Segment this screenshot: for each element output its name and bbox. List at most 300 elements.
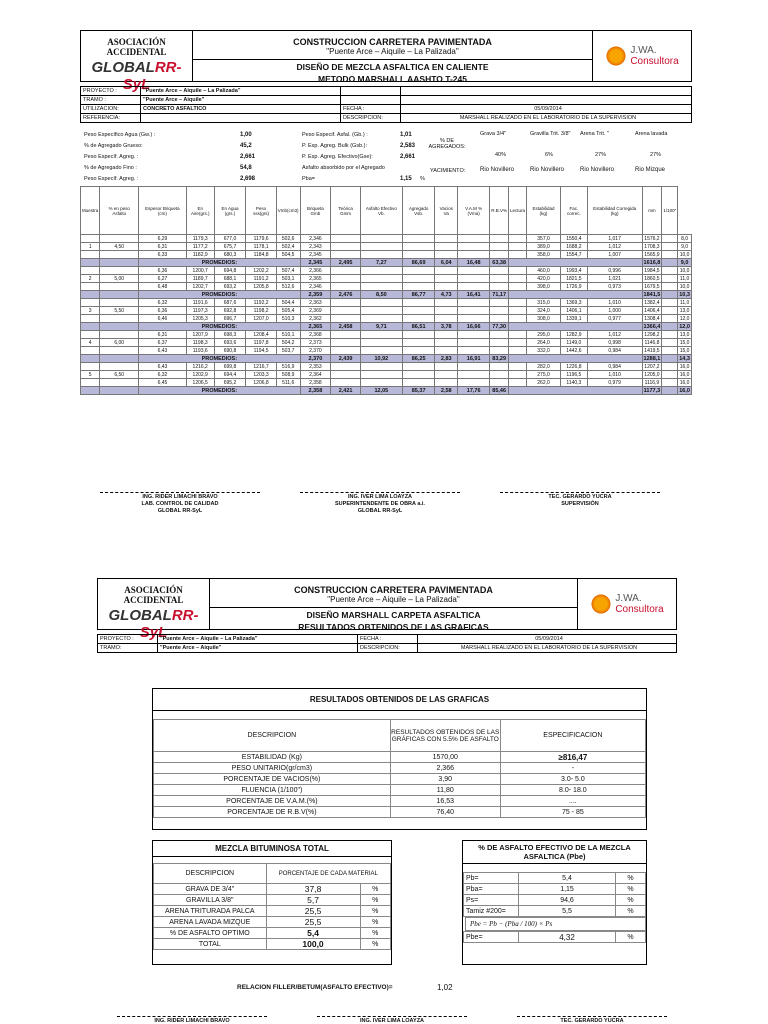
results-cell: 16,53 bbox=[390, 796, 500, 807]
data-cell bbox=[509, 235, 527, 243]
signature-text: ING. IVER LIMA LOAYZA bbox=[359, 1018, 425, 1024]
data-cell bbox=[490, 331, 509, 339]
results-box bbox=[152, 688, 647, 830]
prom-value: 16,91 bbox=[458, 355, 490, 363]
data-cell: 693,2 bbox=[214, 283, 246, 291]
data-cell bbox=[458, 347, 490, 355]
data-cell bbox=[435, 347, 458, 355]
data-cell bbox=[458, 235, 490, 243]
pbe-final-label: Pbe= bbox=[464, 932, 519, 943]
data-cell: 2,373 bbox=[300, 339, 331, 347]
results-cell: PESO UNITARIO(gr/cm3) bbox=[154, 763, 391, 774]
results-cell: FLUENCIA (1/100") bbox=[154, 785, 391, 796]
prom-value: 10,3 bbox=[679, 291, 690, 298]
data-cell: 1191,2 bbox=[246, 275, 276, 283]
pbe-unit: % bbox=[616, 895, 646, 906]
signature-block bbox=[117, 1016, 267, 1024]
data-cell: 1192,2 bbox=[246, 299, 276, 307]
prom-value: 7,27 bbox=[360, 259, 402, 267]
consultant-label: Consultora bbox=[630, 56, 679, 67]
data-cell bbox=[490, 347, 509, 355]
data-cell: 6,37 bbox=[139, 339, 187, 347]
data-cell: 2,345 bbox=[300, 251, 331, 259]
prom-empty bbox=[81, 259, 100, 267]
sample-number bbox=[81, 299, 100, 307]
data-cell bbox=[402, 363, 435, 371]
prom-value: 85,37 bbox=[402, 387, 435, 395]
data-cell bbox=[458, 331, 490, 339]
data-cell: 2,358 bbox=[300, 379, 331, 387]
data-cell: 6,32 bbox=[139, 299, 187, 307]
prom-value: 2,358 bbox=[300, 387, 331, 395]
prom-label: PROMEDIOS: bbox=[139, 387, 300, 395]
prom-empty bbox=[81, 387, 100, 395]
data-cell bbox=[490, 307, 509, 315]
sample-number: 1 bbox=[81, 243, 100, 251]
asphalt-pct bbox=[100, 283, 139, 291]
data-cell bbox=[331, 339, 361, 347]
project-info bbox=[80, 86, 692, 123]
data-cell bbox=[402, 235, 435, 243]
prom-value: 85,46 bbox=[490, 387, 509, 395]
prom-value: 4,73 bbox=[435, 291, 458, 299]
column-header: En Agua (grs.) bbox=[214, 187, 246, 235]
data-cell: 1679,5 bbox=[642, 283, 662, 291]
prop2-unit: % bbox=[420, 176, 425, 182]
asphalt-pct bbox=[100, 235, 139, 243]
mix-col-header: DESCRIPCION bbox=[154, 864, 267, 884]
agg-label: % DE AGREGADOS: bbox=[428, 138, 466, 150]
data-cell bbox=[331, 307, 361, 315]
prop-value: 2,661 bbox=[240, 154, 256, 160]
prop-value: 45,2 bbox=[240, 143, 252, 149]
pbe-final bbox=[463, 931, 646, 943]
column-header: Asfalto Efectivo Vb. bbox=[360, 187, 402, 235]
column-header: Estabilidad (kg) bbox=[527, 187, 561, 235]
pbe-row bbox=[464, 873, 646, 884]
prom-value: 16,66 bbox=[458, 323, 490, 331]
data-cell bbox=[331, 275, 361, 283]
data-cell bbox=[490, 363, 509, 371]
data-cell: 1179,3 bbox=[186, 235, 214, 243]
data-cell: 698,3 bbox=[214, 331, 246, 339]
table-row bbox=[81, 339, 692, 347]
data-cell: 0,996 bbox=[587, 267, 642, 275]
data-cell: 1,017 bbox=[587, 235, 642, 243]
data-cell: 1202,2 bbox=[246, 267, 276, 275]
mix-desc: GRAVA DE 3/4" bbox=[154, 884, 267, 895]
data-cell: 0,977 bbox=[587, 315, 642, 323]
data-cell: 1207,2 bbox=[642, 363, 662, 371]
mix-row bbox=[154, 928, 391, 939]
sample-number bbox=[81, 315, 100, 323]
signature-text: GLOBAL RR-SyL bbox=[357, 508, 403, 514]
results-cell: PORCENTAJE DE R.B.V(%) bbox=[154, 807, 391, 818]
data-cell: 332,0 bbox=[527, 347, 561, 355]
data-cell: 9,0 bbox=[678, 243, 692, 251]
signature-line bbox=[300, 492, 460, 493]
data-cell: 6,33 bbox=[139, 251, 187, 259]
marshall-table bbox=[80, 186, 692, 395]
data-cell: 11,0 bbox=[678, 275, 692, 283]
data-cell bbox=[435, 307, 458, 315]
data-cell bbox=[490, 243, 509, 251]
data-cell: 6,48 bbox=[139, 283, 187, 291]
prom-value: 1616,8 bbox=[643, 259, 661, 266]
data-cell: 389,0 bbox=[527, 243, 561, 251]
data-cell bbox=[458, 251, 490, 259]
mix-unit: % bbox=[360, 939, 391, 950]
agg-pct: 6% bbox=[545, 152, 553, 158]
column-header: Vacios Va bbox=[435, 187, 458, 235]
table-header-row bbox=[81, 187, 692, 235]
data-cell: 1576,2 bbox=[642, 235, 662, 243]
mix-row bbox=[154, 917, 391, 928]
pbe-unit: % bbox=[616, 906, 646, 917]
pbe-value: 5,5 bbox=[519, 906, 616, 917]
column-header: Peso sss(grs) bbox=[246, 187, 276, 235]
data-cell: 6,43 bbox=[139, 363, 187, 371]
column-header: mm bbox=[642, 187, 662, 235]
prop2-value: 1,01 bbox=[400, 132, 412, 138]
data-cell: 0,979 bbox=[587, 379, 642, 387]
data-cell bbox=[435, 299, 458, 307]
prom-value: 86,77 bbox=[402, 291, 435, 299]
mix-unit: % bbox=[360, 928, 391, 939]
prom-empty bbox=[662, 291, 678, 299]
data-cell: 6,36 bbox=[139, 267, 187, 275]
asphalt-pct bbox=[100, 379, 139, 387]
data-cell: 295,0 bbox=[527, 331, 561, 339]
data-cell: 1182,9 bbox=[186, 251, 214, 259]
info-label: REFERENCIA: bbox=[81, 114, 141, 122]
data-cell bbox=[435, 315, 458, 323]
data-cell bbox=[458, 315, 490, 323]
data-cell: 504,5 bbox=[276, 251, 300, 259]
sample-number: 5 bbox=[81, 371, 100, 379]
yac-name: Rio Novillero bbox=[530, 167, 565, 173]
data-cell: 2,369 bbox=[300, 307, 331, 315]
sample-number bbox=[81, 379, 100, 387]
data-cell: 0,973 bbox=[587, 283, 642, 291]
data-cell: 1,021 bbox=[587, 275, 642, 283]
data-cell: 2,346 bbox=[300, 283, 331, 291]
data-cell: 0,998 bbox=[587, 339, 642, 347]
data-cell: 1369,3 bbox=[561, 299, 588, 307]
data-cell: 308,0 bbox=[527, 315, 561, 323]
logo-rr: RR bbox=[154, 59, 177, 76]
info-key: FECHA : bbox=[341, 105, 401, 113]
data-cell bbox=[662, 275, 678, 283]
project-title: CONSTRUCCION CARRETERA PAVIMENTADA bbox=[293, 37, 492, 47]
prom-value: 12,0 bbox=[679, 323, 690, 330]
signature-text: SUPERVISIÓN bbox=[561, 501, 599, 507]
data-cell: 1146,8 bbox=[642, 339, 662, 347]
data-cell bbox=[458, 283, 490, 291]
column-header: Vmb(cm3) bbox=[276, 187, 300, 235]
data-cell: 1,000 bbox=[587, 307, 642, 315]
asphalt-pct: 5,00 bbox=[100, 275, 139, 283]
prop-label: Peso Específ. Agreg. : bbox=[84, 154, 139, 160]
data-cell bbox=[509, 299, 527, 307]
signature-line bbox=[500, 492, 660, 493]
info-value: CONCRETO ASFALTICO bbox=[141, 105, 341, 113]
asphalt-pct bbox=[100, 299, 139, 307]
data-cell bbox=[509, 339, 527, 347]
results-row bbox=[154, 785, 646, 796]
signature-block bbox=[300, 492, 460, 515]
agg-name: Arena lavada bbox=[635, 131, 668, 137]
prom-value: 1288,1 bbox=[643, 355, 661, 362]
data-cell: 696,7 bbox=[214, 315, 246, 323]
asphalt-pct bbox=[100, 347, 139, 355]
data-cell: 2,370 bbox=[300, 347, 331, 355]
data-cell bbox=[360, 339, 402, 347]
prom-value: 2,345 bbox=[300, 259, 331, 267]
data-cell: 12,0 bbox=[678, 315, 692, 323]
data-cell bbox=[435, 379, 458, 387]
prom-label: PROMEDIOS: bbox=[139, 259, 300, 267]
data-cell: 1184,8 bbox=[246, 251, 276, 259]
mix-value: 5,7 bbox=[266, 895, 360, 906]
data-cell: 1193,6 bbox=[186, 347, 214, 355]
data-cell bbox=[360, 379, 402, 387]
data-cell bbox=[662, 371, 678, 379]
prom-empty bbox=[81, 323, 100, 331]
column-header: Lectura bbox=[509, 187, 527, 235]
prom-value: 16,41 bbox=[458, 291, 490, 299]
data-cell: 357,0 bbox=[527, 235, 561, 243]
data-cell: 1206,8 bbox=[246, 379, 276, 387]
data-cell bbox=[509, 379, 527, 387]
data-cell: 1298,2 bbox=[642, 331, 662, 339]
data-cell bbox=[490, 251, 509, 259]
table-row bbox=[81, 235, 692, 243]
data-cell: 264,0 bbox=[527, 339, 561, 347]
data-cell: 1140,3 bbox=[561, 379, 588, 387]
sample-number bbox=[81, 267, 100, 275]
mix-value: 5,4 bbox=[266, 928, 360, 939]
signature-text: ING. IVER LIMA LOAYZA bbox=[347, 494, 413, 500]
results-col-header: DESCRIPCION bbox=[154, 720, 391, 752]
prop-label: Peso Específ. Agreg. : bbox=[84, 176, 139, 182]
agg-pct: 40% bbox=[495, 152, 507, 158]
data-cell bbox=[331, 363, 361, 371]
pbe-unit: % bbox=[616, 884, 646, 895]
data-cell bbox=[662, 347, 678, 355]
consultant-name: J.WA. bbox=[615, 593, 642, 604]
data-cell: 16,0 bbox=[678, 363, 692, 371]
sample-number bbox=[81, 251, 100, 259]
data-cell: 324,0 bbox=[527, 307, 561, 315]
data-cell: 1178,1 bbox=[246, 243, 276, 251]
logo-global: GLOBAL bbox=[108, 607, 172, 624]
data-cell: 1207,9 bbox=[186, 331, 214, 339]
table-row bbox=[81, 347, 692, 355]
project-title-2: CONSTRUCCION CARRETERA PAVIMENTADA bbox=[294, 585, 493, 595]
data-cell: 1191,6 bbox=[186, 299, 214, 307]
data-cell: 1202,7 bbox=[186, 283, 214, 291]
results-cell: 75 - 85 bbox=[500, 807, 645, 818]
prom-value: 6,04 bbox=[435, 259, 458, 267]
data-cell bbox=[662, 331, 678, 339]
asphalt-pct: 6,00 bbox=[100, 339, 139, 347]
pbe-title: % DE ASFALTO EFECTIVO DE LA MEZCLA ASFALTICA (Pbe) bbox=[463, 841, 646, 864]
agg-pct: 27% bbox=[595, 152, 607, 158]
column-header: Agregado Vsb. bbox=[402, 187, 435, 235]
results-row bbox=[154, 796, 646, 807]
data-cell: 2,353 bbox=[300, 363, 331, 371]
info-row bbox=[80, 105, 692, 114]
data-cell: 6,43 bbox=[139, 347, 187, 355]
data-cell bbox=[331, 331, 361, 339]
data-cell: 282,0 bbox=[527, 363, 561, 371]
logo-global: GLOBAL bbox=[91, 59, 155, 76]
results-cell: PORCENTAJE DE VACIOS(%) bbox=[154, 774, 391, 785]
data-cell: 507,4 bbox=[276, 267, 300, 275]
data-cell bbox=[509, 331, 527, 339]
results-cell: ≥816,47 bbox=[500, 752, 645, 763]
data-cell: 6,29 bbox=[139, 235, 187, 243]
results-cell: 2,366 bbox=[390, 763, 500, 774]
data-cell: 398,0 bbox=[527, 283, 561, 291]
data-cell bbox=[490, 339, 509, 347]
mix-row bbox=[154, 906, 391, 917]
data-cell: 1200,7 bbox=[186, 267, 214, 275]
data-cell bbox=[509, 315, 527, 323]
agg-pct: 27% bbox=[650, 152, 662, 158]
sample-number bbox=[81, 331, 100, 339]
prom-value: 86,25 bbox=[402, 355, 435, 363]
data-cell: 512,6 bbox=[276, 283, 300, 291]
data-cell bbox=[331, 371, 361, 379]
page-graph-results bbox=[97, 578, 677, 1024]
data-cell bbox=[509, 243, 527, 251]
data-cell: 1282,9 bbox=[561, 331, 588, 339]
table-row bbox=[81, 307, 692, 315]
yac-name: Rio Mizque bbox=[635, 167, 666, 173]
data-cell bbox=[458, 275, 490, 283]
pbe-value: 5,4 bbox=[519, 873, 616, 884]
info-key bbox=[341, 96, 401, 104]
data-cell: 1116,9 bbox=[642, 379, 662, 387]
mix-desc: ARENA TRITURADA PALCA bbox=[154, 906, 267, 917]
prop2-label: Asfalto absorbido por el Agregado bbox=[302, 165, 385, 171]
data-cell bbox=[360, 267, 402, 275]
data-cell: 505,4 bbox=[276, 307, 300, 315]
mix-header bbox=[154, 864, 391, 884]
data-cell bbox=[490, 379, 509, 387]
prom-empty bbox=[509, 355, 643, 363]
consultant-name: J.WA. bbox=[630, 45, 657, 56]
data-cell: 694,8 bbox=[214, 267, 246, 275]
data-cell: 2,362 bbox=[300, 315, 331, 323]
data-cell: 1179,6 bbox=[246, 235, 276, 243]
prom-value: 9,0 bbox=[678, 259, 692, 267]
prom-value: 14,3 bbox=[679, 355, 690, 362]
data-cell bbox=[360, 243, 402, 251]
sun-icon bbox=[605, 45, 627, 67]
signature-text: SUPERINTENDENTE DE OBRA a.i. bbox=[335, 501, 425, 507]
prom-value: 12,05 bbox=[360, 387, 402, 395]
data-cell: 420,0 bbox=[527, 275, 561, 283]
data-cell: 1149,0 bbox=[561, 339, 588, 347]
sample-number: 2 bbox=[81, 275, 100, 283]
prom-value: 3,78 bbox=[435, 323, 458, 331]
data-cell bbox=[402, 251, 435, 259]
yac-name: Rio Novillero bbox=[580, 167, 615, 173]
data-cell: 6,31 bbox=[139, 331, 187, 339]
asphalt-pct bbox=[100, 267, 139, 275]
data-cell bbox=[402, 347, 435, 355]
prom-value: 86,69 bbox=[402, 259, 435, 267]
mix-unit: % bbox=[360, 895, 391, 906]
info-value: "Puente Arce – Aiquile" bbox=[158, 644, 358, 652]
data-cell bbox=[435, 363, 458, 371]
prom-value: 2,365 bbox=[300, 323, 331, 331]
data-cell: 6,46 bbox=[139, 315, 187, 323]
data-cell: 6,27 bbox=[139, 275, 187, 283]
consultant-logo bbox=[593, 31, 691, 81]
data-cell: 13,0 bbox=[678, 307, 692, 315]
data-cell: 1208,4 bbox=[246, 331, 276, 339]
promedio-row bbox=[81, 387, 692, 395]
info-key: FECHA : bbox=[358, 635, 418, 643]
mix-table bbox=[153, 863, 391, 950]
mix-row bbox=[154, 884, 391, 895]
data-cell: 694,4 bbox=[214, 371, 246, 379]
info-label: UTILIZACION: bbox=[81, 105, 141, 113]
prom-empty bbox=[662, 387, 678, 395]
data-cell bbox=[360, 251, 402, 259]
mix-unit: % bbox=[360, 917, 391, 928]
filler-ratio-label: RELACION FILLER/BETUM(ASFALTO EFECTIVO)= bbox=[237, 984, 393, 991]
data-cell bbox=[509, 283, 527, 291]
data-cell bbox=[458, 267, 490, 275]
data-cell: 2,346 bbox=[300, 235, 331, 243]
prom-value: 17,76 bbox=[458, 387, 490, 395]
table-row bbox=[81, 267, 692, 275]
mix-title: MEZCLA BITUMINOSA TOTAL bbox=[153, 841, 391, 857]
data-cell bbox=[458, 371, 490, 379]
mix-desc: TOTAL bbox=[154, 939, 267, 950]
results-cell: ESTABILIDAD (Kg) bbox=[154, 752, 391, 763]
data-cell: 1198,3 bbox=[186, 339, 214, 347]
table-row bbox=[81, 379, 692, 387]
results-col-header: RESULTADOS OBTENIDOS DE LAS GRÁFICAS CON 5.5% DE ASFALTO bbox=[390, 720, 500, 752]
prop2-value: 1,15 bbox=[400, 176, 412, 182]
data-cell: 693,6 bbox=[214, 339, 246, 347]
pbe-unit: % bbox=[616, 873, 646, 884]
data-cell: 516,9 bbox=[276, 363, 300, 371]
prom-value: 2,83 bbox=[435, 355, 458, 363]
data-cell bbox=[509, 347, 527, 355]
info-key: DESCRIPCION: bbox=[341, 114, 401, 122]
mix-value: 25,5 bbox=[266, 917, 360, 928]
prom-empty bbox=[662, 259, 678, 267]
table-row bbox=[81, 251, 692, 259]
prom-value: 9,71 bbox=[360, 323, 402, 331]
data-cell: 1206,5 bbox=[186, 379, 214, 387]
prom-empty bbox=[662, 355, 678, 363]
info-val: 05/09/2014 bbox=[534, 106, 562, 112]
results-cell: 11,80 bbox=[390, 785, 500, 796]
data-cell bbox=[360, 299, 402, 307]
data-cell: 503,7 bbox=[276, 347, 300, 355]
company-name: ASOCIACIÓN ACCIDENTAL bbox=[123, 585, 184, 605]
mix-value: 37,8 bbox=[266, 884, 360, 895]
consultant-logo-2 bbox=[578, 579, 676, 629]
